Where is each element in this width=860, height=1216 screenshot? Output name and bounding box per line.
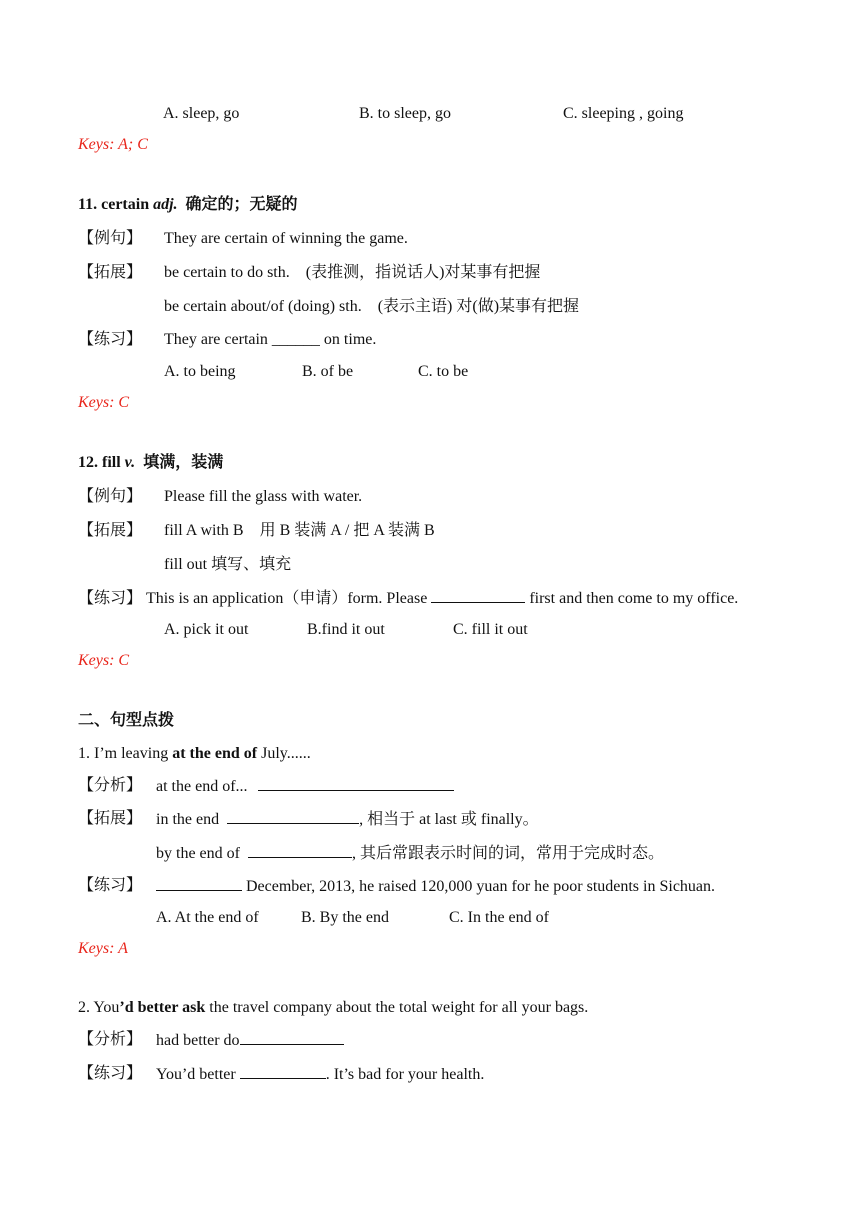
- sentence-1-ext2-pre: by the end of: [156, 845, 240, 862]
- word-12-pos: v.: [124, 454, 136, 471]
- sentence-2-analysis: [156, 1030, 344, 1051]
- sentence-1-bold: at the end of: [172, 745, 258, 762]
- sentence-2-pre: 2. You: [78, 999, 120, 1016]
- word-11-option-b: B. of be: [302, 363, 354, 380]
- sentence-1-key: Keys: A: [78, 940, 128, 957]
- word-11-extension-1: be certain to do sth. (表推测，指说话人)对某事有把握: [164, 264, 541, 281]
- word-12-title: 12. fill: [78, 454, 121, 471]
- sentence-1-option-b: B. By the end: [301, 909, 389, 926]
- word-11-key: Keys: C: [78, 394, 130, 411]
- word-12-example-tag: 【例句】: [78, 488, 143, 505]
- word-12-practice-post: first and then come to my office.: [529, 590, 739, 607]
- sentence-1-extension-2: [156, 843, 664, 864]
- word-12-extension-tag: 【拓展】: [78, 522, 143, 539]
- sentence-2-post: the travel company about the total weight for all your bags.: [205, 999, 589, 1016]
- word-12-heading: [78, 453, 223, 473]
- sentence-1-extension-tag: 【拓展】: [78, 810, 143, 827]
- sentence-1-post: July......: [257, 745, 311, 762]
- sentence-1-analysis-blank: [258, 776, 454, 791]
- word-11-extension-2: be certain about/of (doing) sth. (表示主语) 对(做)某事有把握: [164, 298, 580, 315]
- word-12-practice-pre: This is an application（申请）form. Please: [146, 590, 428, 607]
- sentence-1-ext1-pre: in the end: [156, 811, 220, 828]
- q10-option-b: B. to sleep, go: [359, 105, 451, 122]
- word-11-extension-tag: 【拓展】: [78, 264, 143, 281]
- word-12-extension-1: fill A with B 用 B 装满 A / 把 A 装满 B: [164, 522, 435, 539]
- sentence-2: [78, 998, 588, 1018]
- word-11-example: They are certain of winning the game.: [164, 230, 408, 247]
- word-12-extension-2: fill out 填写、填充: [164, 556, 292, 573]
- sentence-2-bold: ’d better ask: [119, 999, 206, 1016]
- q10-key: Keys: A; C: [78, 136, 148, 153]
- word-11-practice-tag: 【练习】: [78, 331, 143, 348]
- sentence-2-practice-pre: You’d better: [156, 1066, 236, 1083]
- sentence-1-ext1-post: , 相当于 at last 或 finally。: [359, 811, 539, 828]
- word-11-option-c: C. to be: [418, 363, 469, 380]
- sentence-1-practice-text: December, 2013, he raised 120,000 yuan for he poor students in Sichuan.: [246, 878, 716, 895]
- sentence-1-analysis: [156, 776, 454, 797]
- sentence-1-ext2-post: , 其后常跟表示时间的词，常用于完成时态。: [351, 845, 664, 862]
- section-2-title: 二、句型点拨: [78, 712, 175, 729]
- word-11-heading: [78, 195, 298, 215]
- sentence-2-practice-post: . It’s bad for your health.: [325, 1066, 485, 1083]
- word-12-option-a: A. pick it out: [164, 621, 249, 638]
- word-11-meaning: 确定的；无疑的: [185, 196, 298, 213]
- sentence-2-analysis-blank: [240, 1030, 344, 1045]
- sentence-2-analysis-tag: 【分析】: [78, 1031, 143, 1048]
- word-12-option-c: C. fill it out: [453, 621, 528, 638]
- sentence-2-analysis-text: had better do: [156, 1032, 240, 1049]
- word-12-practice-line: [78, 588, 738, 609]
- word-12-practice-tag: 【练习】: [78, 590, 143, 607]
- sentence-2-practice-blank: [240, 1064, 326, 1079]
- word-11-practice: They are certain ______ on time.: [164, 331, 377, 348]
- word-12-meaning: 填满，装满: [143, 454, 224, 471]
- word-12-option-b: B.find it out: [307, 621, 385, 638]
- word-11-pos: adj.: [153, 196, 178, 213]
- sentence-1-option-a: A. At the end of: [156, 909, 259, 926]
- word-11-example-tag: 【例句】: [78, 230, 143, 247]
- q10-option-c: C. sleeping , going: [563, 105, 684, 122]
- sentence-1-extension-1: [156, 809, 539, 830]
- sentence-1: [78, 744, 311, 764]
- sentence-2-practice: [156, 1064, 484, 1085]
- word-11-option-a: A. to being: [164, 363, 236, 380]
- word-12-example: Please fill the glass with water.: [164, 488, 363, 505]
- sentence-1-ext2-blank: [248, 843, 352, 858]
- sentence-1-analysis-text: at the end of...: [156, 778, 248, 795]
- sentence-1-practice: [156, 876, 715, 897]
- sentence-1-practice-tag: 【练习】: [78, 877, 143, 894]
- sentence-1-option-c: C. In the end of: [449, 909, 549, 926]
- sentence-1-ext1-blank: [227, 809, 359, 824]
- sentence-2-practice-tag: 【练习】: [78, 1065, 143, 1082]
- word-11-title: 11. certain: [78, 196, 150, 213]
- sentence-1-practice-blank: [156, 876, 242, 891]
- sentence-1-pre: 1. I’m leaving: [78, 745, 173, 762]
- q10-option-a: A. sleep, go: [163, 105, 240, 122]
- word-12-practice-blank: [431, 588, 525, 603]
- word-12-key: Keys: C: [78, 652, 130, 669]
- sentence-1-analysis-tag: 【分析】: [78, 777, 143, 794]
